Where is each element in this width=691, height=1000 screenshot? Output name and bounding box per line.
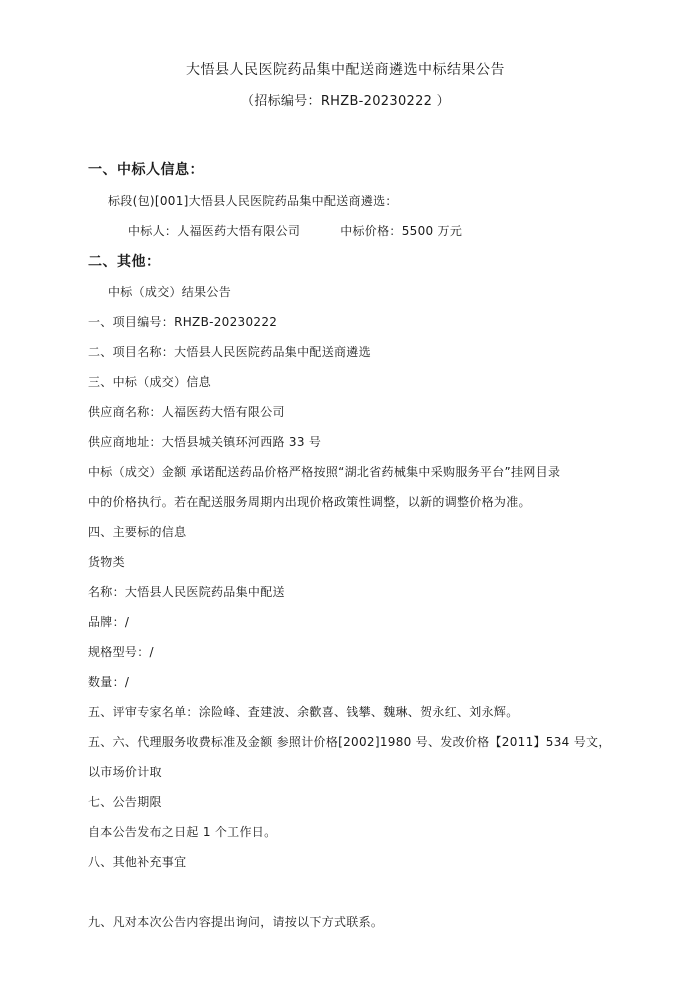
agency-fee-line-1: 五、六、代理服务收费标准及金额 参照计价格[2002]1980 号、发改价格【2011】534 号文， <box>88 735 611 749</box>
project-name: 二、项目名称：大悟县人民医院药品集中配送商遴选 <box>88 345 371 359</box>
result-notice-title: 中标（成交）结果公告 <box>108 285 232 299</box>
goods-category: 货物类 <box>88 555 125 569</box>
other-matters-heading: 八、其他补充事宜 <box>88 855 187 869</box>
supplier-address: 供应商地址：大悟县城关镇环河西路 33 号 <box>88 435 322 449</box>
contact-heading: 九、凡对本次公告内容提出询问，请按以下方式联系。 <box>88 915 384 929</box>
document-title: 大悟县人民医院药品集中配送商遴选中标结果公告 <box>186 62 505 78</box>
expert-list: 五、评审专家名单：涂险峰、査建波、余歡喜、钱攀、魏琳、贺永红、刘永辉。 <box>88 705 519 719</box>
winner-name: 中标人：人福医药大悟有限公司 <box>128 224 301 238</box>
lot-description: 标段(包)[001]大悟县人民医院药品集中配送商遴选： <box>108 194 398 208</box>
project-number: 一、项目编号：RHZB-20230222 <box>88 315 278 329</box>
goods-quantity: 数量：/ <box>88 675 130 689</box>
award-info-heading: 三、中标（成交）信息 <box>88 375 212 389</box>
supplier-name: 供应商名称：人福医药大悟有限公司 <box>88 405 285 419</box>
winner-line <box>128 223 462 239</box>
goods-brand: 品牌：/ <box>88 615 130 629</box>
goods-name: 名称：大悟县人民医院药品集中配送 <box>88 585 285 599</box>
section-heading-other: 二、其他： <box>88 254 161 270</box>
tender-number: （招标编号：RHZB-20230222 ） <box>241 94 450 109</box>
section-heading-winner-info: 一、中标人信息： <box>88 162 204 178</box>
award-amount-line-2: 中的价格执行。若在配送服务周期内出现价格政策性调整，以新的调整价格为准。 <box>88 495 531 509</box>
notice-period: 自本公告发布之日起 1 个工作日。 <box>88 825 277 839</box>
award-amount-line-1: 中标（成交）金额 承诺配送药品价格严格按照“湖北省药械集中采购服务平台”挂网目录 <box>88 465 561 479</box>
goods-model: 规格型号：/ <box>88 645 154 659</box>
notice-period-heading: 七、公告期限 <box>88 795 162 809</box>
agency-fee-line-2: 以市场价计取 <box>88 765 162 779</box>
winning-price: 中标价格：5500 万元 <box>340 224 463 238</box>
main-subject-heading: 四、主要标的信息 <box>88 525 187 539</box>
